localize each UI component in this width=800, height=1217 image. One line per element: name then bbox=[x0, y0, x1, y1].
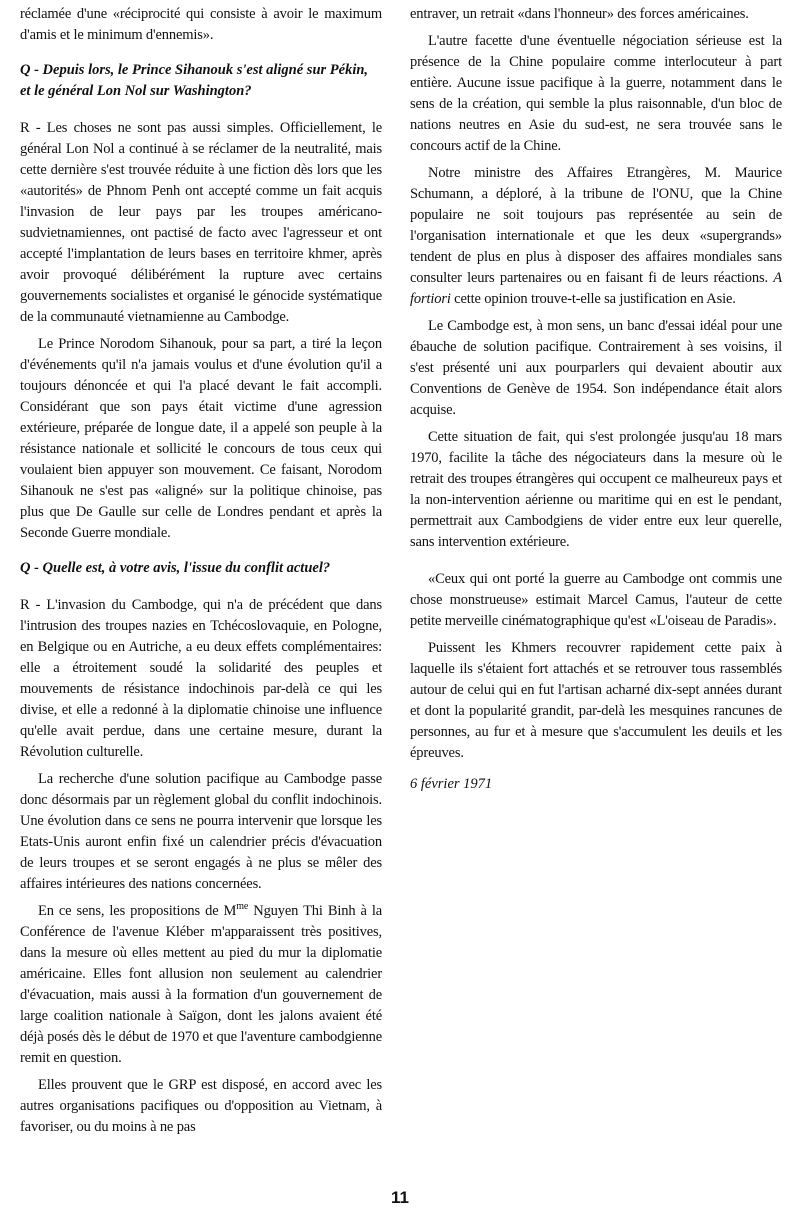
answer-marker: R bbox=[20, 120, 30, 136]
article-date: 6 février 1971 bbox=[410, 776, 493, 792]
paragraph-khmers: Puissent les Khmers recouvrer rapidement cette paix à laquelle ils s'étaient fort attachés et se retrouver tous rassemblés autour de celui qui en fut l'artisan acharné dix-sept années durant et dont la popularité grandit, par-delà les mesquines rancunes de personnes, au fur et à mesure que s'accumulent les deuils et les épreuves. bbox=[410, 640, 782, 761]
page-number: 11 bbox=[391, 1188, 409, 1207]
answer-text: - Les choses ne sont pas aussi simples. Officiellement, le général Lon Nol a continué à se réclamer de la neutralité, mais cette dernière s'est trouvée réduite à une fiction dès lors que les «autorités» de Phnom Penh ont accepté comme un fait acquis l'invasion de leur pays par les troupes américano-sudvietnamiennes, ont pactisé de facto avec l'agresseur et ont accepté l'implantation de leurs bases en territoire khmer, après avoir provoqué délibérément la rupture avec certains gouvernements socialistes et organisé le génocide systématique de la communauté vietnamienne au Cambodge. bbox=[20, 120, 382, 325]
superscript: me bbox=[236, 901, 249, 913]
paragraph-situation: Cette situation de fait, qui s'est prolongée jusqu'au 18 mars 1970, facilite la tâche des négociateurs dans la mesure où le retrait des troupes étrangères qui occupent ce malheureux pays et la non-intervention aérienne ou maritime qui en est le pendant, permettrait aux Cambodgiens de vider entre eux leur querelle, sans intervention extérieure. bbox=[410, 429, 782, 550]
paragraph-china: L'autre facette d'une éventuelle négociation sérieuse est la présence de la Chine populaire comme interlocuteur à part entière. Aucune issue pacifique à la guerre, notamment dans le sens de la création, qui semble la plus raisonnable, d'un bloc de nations neutres en Asie du sud-est, ne sera trouvée sans le concours actif de la Chine. bbox=[410, 33, 782, 154]
text-run: Nguyen Thi Binh à la Conférence de l'avenue Kléber m'apparaissent très positives, dans la mesure où elles mettent au pied du mur la diplomatie américaine. Elles font allusion non seulement au calendrier d'évacuation, mais aussi à la formation d'un gouvernement de large coalition nationale à Saïgon, dont les jalons avaient été déjà posés dès le début de 1970 et que l'aventure cambodgienne remit en question. bbox=[20, 903, 382, 1066]
question-2: Q - Quelle est, à votre avis, l'issue du conflit actuel? bbox=[20, 560, 331, 576]
paragraph-camus-quote: «Ceux qui ont porté la guerre au Cambodge ont commis une chose monstrueuse» estimait Marcel Camus, l'auteur de cette petite merveille cinématographique qu'est «L'oiseau de Paradis». bbox=[410, 571, 782, 629]
right-column bbox=[410, 4, 782, 793]
question-1: Q - Depuis lors, le Prince Sihanouk s'est aligné sur Pékin, et le général Lon Nol sur Washington? bbox=[20, 62, 369, 99]
paragraph-continuation: entraver, un retrait «dans l'honneur» des forces américaines. bbox=[410, 6, 749, 22]
paragraph-solution: La recherche d'une solution pacifique au Cambodge passe donc désormais par un règlement global du conflit indochinois. Une évolution dans ce sens ne pourra intervenir que lorsque les Etats-Unis auront enfin fixé un calendrier précis d'évacuation de leurs troupes et se seront engagés à ne plus se mêler des affaires intérieures des nations concernées. bbox=[20, 771, 382, 892]
answer-text: - L'invasion du Cambodge, qui n'a de précédent que dans l'intrusion des troupes nazies en Tchécoslovaquie, en Pologne, en Belgique ou en Autriche, a eu deux effets complémentaires: elle a étroitement soudé la solidarité des peuples et mouvements de résistance indochinois par-delà ce qui les divise, et elle a redonné à la diplomatie chinoise une influence qu'elle avait perdue, dans une certaine mesure, durant la Révolution culturelle. bbox=[20, 597, 382, 760]
text-run: Notre ministre des Affaires Etrangères, M. Maurice Schumann, a déploré, à la tribune de l'ONU, que la Chine populaire ne soit toujours pas représentée au sein de l'organisation internationale et que les deux «supergrands» tendent de plus en plus à disposer des affaires mondiales sans consulter leurs partenaires ou en faisant fi de leurs réactions. bbox=[410, 165, 782, 286]
answer-1 bbox=[20, 118, 382, 328]
paragraph-schumann bbox=[410, 163, 782, 310]
answer-2 bbox=[20, 595, 382, 763]
spacer bbox=[410, 559, 782, 569]
left-column bbox=[20, 4, 382, 1144]
paragraph-propositions bbox=[20, 901, 382, 1069]
answer-marker: R bbox=[20, 597, 30, 613]
paragraph-grp: Elles prouvent que le GRP est disposé, en accord avec les autres organisations pacifiques ou d'opposition au Vietnam, à favoriser, ou du moins à ne pas bbox=[20, 1077, 382, 1135]
paragraph-sihanouk: Le Prince Norodom Sihanouk, pour sa part, a tiré la leçon d'événements qu'il n'a jamais voulus et d'une évolution qu'il a toujours dénoncée et qui l'a placé devant le fait accompli. Considérant que son pays était victime d'une agression extérieure, préparée de longue date, il a appelé son peuple à la résistance nationale et sollicité le concours de tous ceux qui voulaient bien appuyer son mouvement. Ce faisant, Norodom Sihanouk ne s'est pas «aligné» sur la politique chinoise, pas plus que De Gaulle sur celle de Londres pendant et après la Seconde Guerre mondiale. bbox=[20, 336, 382, 541]
text-run: cette opinion trouve-t-elle sa justification en Asie. bbox=[450, 291, 736, 307]
text-run: En ce sens, les propositions de M bbox=[38, 903, 237, 919]
italic-run: A fortiori bbox=[410, 270, 782, 307]
paragraph-cambodge: Le Cambodge est, à mon sens, un banc d'essai idéal pour une ébauche de solution pacifique. Contrairement à ses voisins, il s'est présenté uni aux pourparlers qui devaient aboutir aux Conventions de Genève de 1954. Son indépendance était alors acquise. bbox=[410, 318, 782, 418]
paragraph-continuation: réclamée d'une «réciprocité qui consiste à avoir le maximum d'amis et le minimum d'ennemis». bbox=[20, 6, 382, 43]
